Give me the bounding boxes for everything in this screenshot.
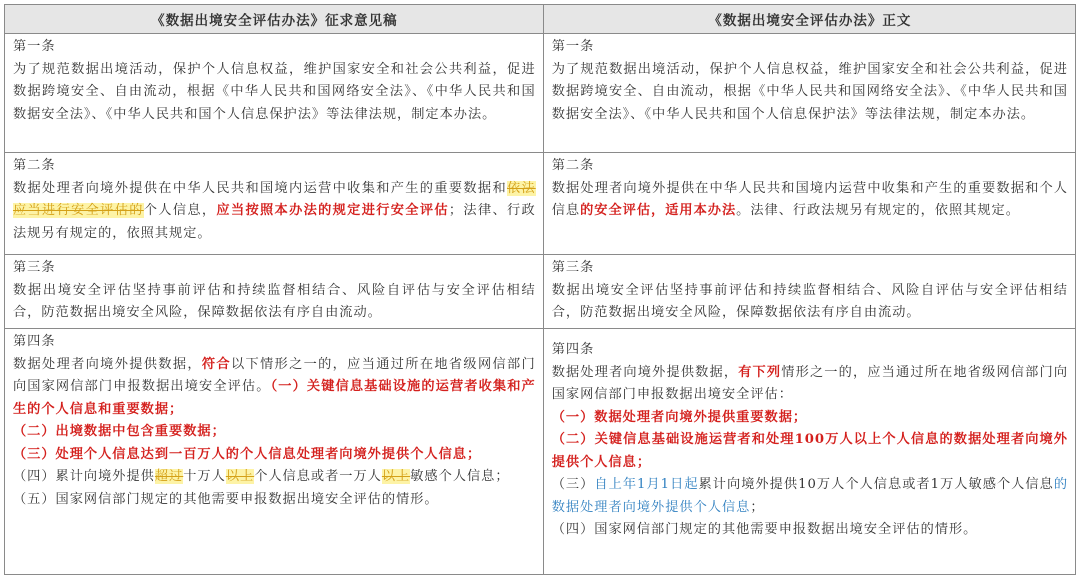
final-article-4-text-1: 数据处理者向境外提供数据， — [551, 364, 739, 380]
draft-article-1 — [5, 34, 544, 153]
final-article-2-text-2: 。法律、行政法规另有规定的，依照其规定。 — [736, 203, 1020, 218]
final-article-3 — [543, 255, 1075, 329]
final-article-4-title: 第四条 — [551, 342, 595, 357]
final-article-4-item-3-text-b: 累计向境外提供10万人个人信息或者1万人敏感个人信息 — [698, 477, 1054, 492]
draft-article-2-text-2: 个人信息， — [143, 203, 217, 218]
draft-article-2-text-1: 数据处理者向境外提供在中华人民共和国境内运营中收集和产生的重要数据和 — [13, 180, 507, 196]
draft-article-4-item-4-text-b: 十万人 — [183, 469, 226, 484]
article-1-row — [5, 34, 1076, 153]
final-article-1 — [543, 34, 1075, 153]
final-article-3-text: 数据出境安全评估坚持事前评估和持续监督相结合、风险自评估与安全评估相结合，防范数据出境安全风险，保障数据依法有序自由流动。 — [551, 282, 1068, 320]
draft-article-1-text: 为了规范数据出境活动，保护个人信息权益，维护国家安全和社会公共利益，促进数据跨境安全、自由流动，根据《中华人民共和国网络安全法》、《中华人民共和国数据安全法》、《中华人民共和国个人信息保护法》等法律法规，制定本办法。 — [13, 61, 536, 122]
comparison-document — [4, 4, 1076, 575]
final-article-2-text-1: 数据处理者向境外提供在中华人民共和国境内运营中收集和产生的重要数据和个人信息 — [551, 180, 1068, 218]
draft-article-2-highlight: 应当按照本办法的规定进行安全评估 — [216, 203, 449, 218]
final-column-header: 《数据出境安全评估办法》正文 — [543, 5, 1075, 34]
draft-article-4-item-4-deleted-1: 超过 — [154, 469, 184, 484]
draft-article-4-item-4-text-c: 个人信息或者一万人 — [254, 469, 382, 484]
article-2-row — [5, 153, 1076, 255]
header-row — [5, 5, 1076, 34]
final-article-1-text: 为了规范数据出境活动，保护个人信息权益，维护国家安全和社会公共利益，促进数据跨境安全、自由流动，根据《中华人民共和国网络安全法》、《中华人民共和国数据安全法》、《中华人民共和国个人信息保护法》等法律法规，制定本办法。 — [551, 61, 1068, 122]
draft-article-4-highlight: 符合 — [201, 356, 231, 372]
final-article-4-item-3 — [552, 474, 1068, 519]
draft-article-4-item-4-text-a: （四）累计向境外提供 — [13, 469, 155, 484]
draft-article-3-title: 第三条 — [13, 260, 56, 275]
final-article-4-item-3-added-1: 自上年1月1日起 — [594, 477, 699, 492]
final-article-4-item-2: （二）关键信息基础设施运营者和处理100万人以上个人信息的数据处理者向境外提供个人信息； — [551, 432, 1068, 470]
final-article-4-item-4: （四）国家网信部门规定的其他需要申报数据出境安全评估的情形。 — [551, 522, 978, 537]
final-article-4-item-3-text-c: ； — [750, 499, 765, 515]
draft-article-4-item-1: （一）关键信息基础设施的运营者收集和产生的个人信息和重要数据； — [13, 379, 536, 417]
draft-article-4-title: 第四条 — [13, 334, 56, 349]
draft-article-2-text-3: ；法律、行政法规另有规定的，依照其规定。 — [13, 203, 536, 241]
draft-article-3-text: 数据出境安全评估坚持事前评估和持续监督相结合、风险自评估与安全评估相结合，防范数据出境安全风险，保障数据依法有序自由流动。 — [13, 282, 536, 320]
draft-article-4-item-3: （三）处理个人信息达到一百万人的个人信息处理者向境外提供个人信息； — [13, 446, 482, 462]
final-article-2-title: 第二条 — [551, 158, 595, 173]
draft-article-4-item-2: （二）出境数据中包含重要数据； — [13, 424, 226, 439]
final-article-4-item-3-added-2: 的数据处理者向境外提供个人信息 — [551, 477, 1069, 515]
final-article-4-text-2: 情形之一的，应当通过所在地省级网信部门向国家网信部门申报数据出境安全评估： — [551, 364, 1069, 402]
final-article-1-title: 第一条 — [551, 39, 595, 54]
comparison-table — [4, 4, 1076, 575]
draft-article-4-item-5: （五）国家网信部门规定的其他需要申报数据出境安全评估的情形。 — [13, 491, 439, 507]
draft-column-header: 《数据出境安全评估办法》征求意见稿 — [5, 5, 544, 34]
article-3-row — [5, 255, 1076, 329]
final-article-4-item-1: （一）数据处理者向境外提供重要数据； — [551, 409, 808, 425]
draft-article-4-item-4 — [13, 466, 536, 489]
draft-article-1-title: 第一条 — [13, 39, 56, 54]
draft-article-4-item-4-deleted-3: 以上 — [381, 469, 411, 484]
final-article-4-highlight: 有下列 — [738, 364, 782, 380]
article-4-row — [5, 329, 1076, 575]
draft-article-2-deleted-text: 依法应当进行安全评估的 — [13, 180, 536, 218]
draft-article-4 — [5, 329, 544, 575]
draft-article-4-item-4-deleted-2: 以上 — [225, 469, 255, 484]
draft-article-4-text-1: 数据处理者向境外提供数据， — [13, 356, 202, 372]
draft-article-4-item-4-text-d: 敏感个人信息； — [410, 469, 510, 484]
final-article-4-item-3-text-a: （三） — [551, 477, 595, 492]
draft-article-3 — [5, 255, 544, 329]
final-article-3-title: 第三条 — [551, 260, 595, 275]
draft-article-2-title: 第二条 — [13, 158, 56, 173]
draft-article-2 — [5, 153, 544, 255]
final-article-2-highlight: 的安全评估，适用本办法 — [580, 203, 737, 218]
final-article-4 — [543, 329, 1075, 575]
final-article-2 — [543, 153, 1075, 255]
draft-article-4-text-2: 以下情形之一的，应当通过所在地省级网信部门向国家网信部门申报数据出境安全评估。 — [13, 356, 536, 394]
